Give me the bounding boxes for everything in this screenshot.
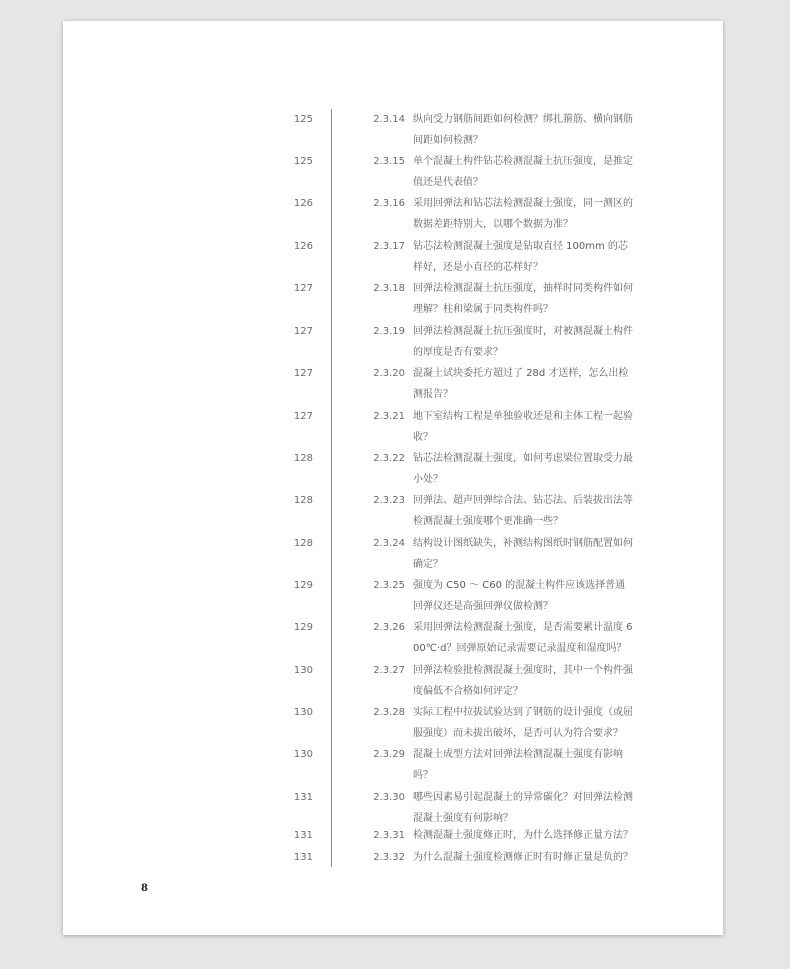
toc-section-number: 2.3.18 — [373, 283, 405, 294]
toc-entry — [63, 448, 723, 488]
toc-page-number: 128 — [293, 495, 313, 506]
toc-question: 钻芯法检测混凝土强度是钻取直径 100mm 的芯样好，还是小直径的芯样好？ — [413, 241, 628, 273]
toc-entry — [63, 321, 723, 361]
toc-entry — [63, 660, 723, 700]
toc-page-number: 125 — [293, 156, 313, 167]
toc-page-number: 127 — [293, 283, 313, 294]
toc-section-number: 2.3.17 — [373, 241, 405, 252]
toc-question: 纵向受力钢筋间距如何检测？绑扎箍筋、横向钢筋间距如何检测？ — [413, 114, 633, 146]
toc-question: 混凝土试块委托方超过了 28d 才送样，怎么出检测报告？ — [413, 368, 629, 400]
toc-entry — [63, 847, 723, 887]
toc-question: 单个混凝土构件钻芯检测混凝土抗压强度，是推定值还是代表值？ — [413, 156, 633, 188]
toc-question: 强度为 C50 ～ C60 的混凝土构件应该选择普通回弹仪还是高强回弹仪做检测？ — [413, 580, 626, 612]
toc-page-number: 126 — [293, 241, 313, 252]
toc-section-number: 2.3.22 — [373, 453, 405, 464]
toc-page-number: 131 — [293, 852, 313, 863]
toc-entry — [63, 744, 723, 784]
toc-entry — [63, 575, 723, 615]
toc-section-number: 2.3.28 — [373, 707, 405, 718]
toc-section-number: 2.3.21 — [373, 411, 405, 422]
toc-page-number: 127 — [293, 411, 313, 422]
toc-entry — [63, 109, 723, 149]
toc-question: 回弹法检测混凝土抗压强度，抽样时同类构件如何理解？柱和梁属于同类构件吗？ — [413, 283, 633, 315]
toc-section-number: 2.3.29 — [373, 749, 405, 760]
toc-entry — [63, 533, 723, 573]
toc-question: 地下室结构工程是单独验收还是和主体工程一起验收？ — [413, 411, 633, 443]
table-of-contents — [63, 21, 723, 935]
toc-page-number: 130 — [293, 749, 313, 760]
toc-section-number: 2.3.32 — [373, 852, 405, 863]
toc-question: 回弹法检验批检测混凝土强度时，其中一个构件强度偏低不合格如何评定？ — [413, 665, 633, 697]
toc-section-number: 2.3.24 — [373, 538, 405, 549]
toc-section-number: 2.3.14 — [373, 114, 405, 125]
toc-question: 检测混凝土强度修正时，为什么选择修正量方法？ — [413, 830, 633, 841]
toc-entry — [63, 490, 723, 530]
toc-entry — [63, 236, 723, 276]
toc-section-number: 2.3.19 — [373, 326, 405, 337]
toc-question: 钻芯法检测混凝土强度，如何考虑梁位置取受力最小处？ — [413, 453, 633, 485]
toc-section-number: 2.3.31 — [373, 830, 405, 841]
toc-page-number: 127 — [293, 368, 313, 379]
toc-entry — [63, 278, 723, 318]
toc-page-number: 131 — [293, 792, 313, 803]
toc-entry — [63, 406, 723, 446]
toc-question: 采用回弹法和钻芯法检测混凝土强度，同一测区的数据差距特别大，以哪个数据为准？ — [413, 198, 633, 230]
toc-page-number: 130 — [293, 665, 313, 676]
toc-section-number: 2.3.15 — [373, 156, 405, 167]
toc-page-number: 130 — [293, 707, 313, 718]
toc-question: 哪些因素易引起混凝土的异常碳化？对回弹法检测混凝土强度有何影响？ — [413, 792, 633, 824]
toc-question: 回弹法检测混凝土抗压强度时，对被测混凝土构件的厚度是否有要求？ — [413, 326, 633, 358]
toc-question: 结构设计图纸缺失，补测结构图纸时钢筋配置如何确定？ — [413, 538, 633, 570]
toc-question: 实际工程中拉拔试验达到了钢筋的设计强度（或屈服强度）而未拔出破坏，是否可认为符合要求？ — [413, 707, 633, 739]
toc-entry — [63, 363, 723, 403]
toc-page-number: 128 — [293, 453, 313, 464]
toc-question: 回弹法、超声回弹综合法、钻芯法、后装拔出法等检测混凝土强度哪个更准确一些？ — [413, 495, 633, 527]
toc-page-number: 127 — [293, 326, 313, 337]
toc-section-number: 2.3.27 — [373, 665, 405, 676]
page-number: 8 — [141, 883, 148, 894]
toc-page-number: 126 — [293, 198, 313, 209]
toc-question: 混凝土成型方法对回弹法检测混凝土强度有影响吗？ — [413, 749, 623, 781]
toc-section-number: 2.3.25 — [373, 580, 405, 591]
toc-section-number: 2.3.30 — [373, 792, 405, 803]
toc-page-number: 125 — [293, 114, 313, 125]
book-page — [63, 21, 723, 935]
toc-section-number: 2.3.26 — [373, 622, 405, 633]
toc-page-number: 128 — [293, 538, 313, 549]
toc-page-number: 129 — [293, 622, 313, 633]
toc-page-number: 131 — [293, 830, 313, 841]
toc-section-number: 2.3.20 — [373, 368, 405, 379]
toc-section-number: 2.3.16 — [373, 198, 405, 209]
toc-entry — [63, 787, 723, 827]
toc-question: 采用回弹法检测混凝土强度，是否需要累计温度 600℃·d？回弹原始记录需要记录温度和湿度吗？ — [413, 622, 633, 654]
toc-section-number: 2.3.23 — [373, 495, 405, 506]
toc-entry — [63, 702, 723, 742]
toc-question: 为什么混凝土强度检测修正时有时修正量是负的？ — [413, 852, 633, 863]
toc-entry — [63, 193, 723, 233]
toc-entry — [63, 617, 723, 657]
toc-page-number: 129 — [293, 580, 313, 591]
toc-entry — [63, 151, 723, 191]
